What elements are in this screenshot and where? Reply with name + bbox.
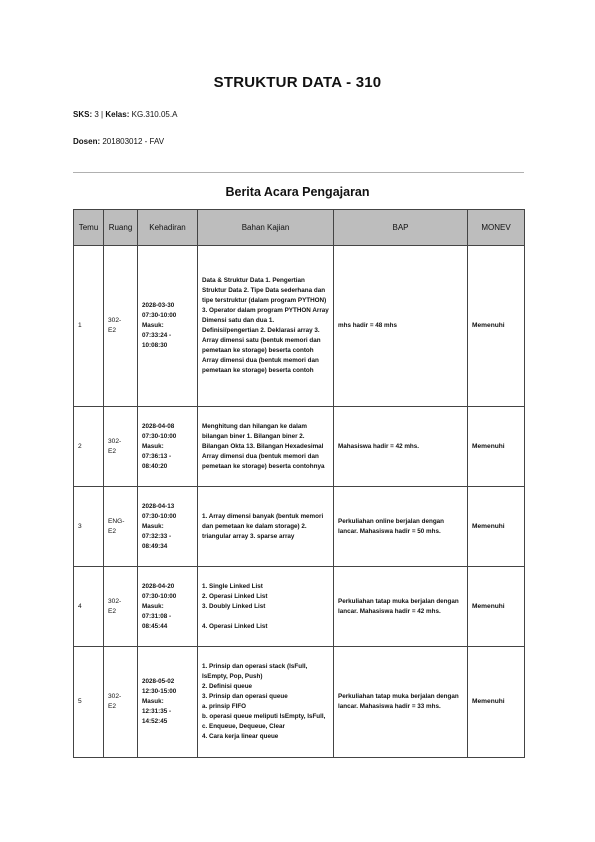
col-header-ruang: Ruang [104, 210, 138, 246]
cell-ruang: 302- E2 [104, 407, 138, 487]
cell-ruang: 302- E2 [104, 647, 138, 758]
cell-bahan-kajian: Data & Struktur Data 1. Pengertian Struktur Data 2. Tipe Data sederhana dan tipe terstruktur (dalam program PYTHON) 3. Operator dalam program PYTHON Array Dimensi satu dan dua 1. Definisi/pengertian 2. Deklarasi array 3. Array dimensi satu (bentuk memori dan pemetaan ke storage) beserta contoh Array dimensi dua (bentuk memori dan pemetaan ke storage) beserta contoh [198, 246, 334, 407]
cell-ruang: 302- E2 [104, 246, 138, 407]
col-header-monev: MONEV [468, 210, 525, 246]
cell-temu: 5 [74, 647, 104, 758]
separator: | [101, 110, 104, 119]
table-row [74, 246, 525, 407]
sks-label: SKS: [73, 110, 93, 119]
cell-temu: 3 [74, 487, 104, 567]
cell-kehadiran: 2028-04-08 07:30-10:00 Masuk: 07:36:13 - 08:40:20 [138, 407, 198, 487]
cell-bap: Perkuliahan online berjalan dengan lancar. Mahasiswa hadir = 50 mhs. [334, 487, 468, 567]
cell-monev: Memenuhi [468, 407, 525, 487]
kelas-value: KG.310.05.A [131, 110, 178, 119]
cell-ruang: 302- E2 [104, 567, 138, 647]
cell-bahan-kajian: 1. Array dimensi banyak (bentuk memori dan pemetaan ke dalam storage) 2. triangular array 3. sparse array [198, 487, 334, 567]
cell-bap: Perkuliahan tatap muka berjalan dengan lancar. Mahasiswa hadir = 42 mhs. [334, 567, 468, 647]
table-header-row [74, 210, 525, 246]
dosen-label: Dosen: [73, 137, 101, 146]
sks-value: 3 [94, 110, 99, 119]
cell-temu: 1 [74, 246, 104, 407]
cell-kehadiran: 2028-04-13 07:30-10:00 Masuk: 07:32:33 - 08:49:34 [138, 487, 198, 567]
section-title: Berita Acara Pengajaran [225, 185, 370, 199]
cell-bap: Mahasiswa hadir = 42 mhs. [334, 407, 468, 487]
cell-bahan-kajian: 1. Prinsip dan operasi stack (IsFull, IsEmpty, Pop, Push) 2. Definisi queue 3. Prinsip dan operasi queue a. prinsip FIFO b. operasi queue meliputi IsEmpty, IsFull, c. Enqueue, Dequeue, Clear 4. Cara kerja linear queue [198, 647, 334, 758]
table-row [74, 407, 525, 487]
cell-bahan-kajian: 1. Single Linked List 2. Operasi Linked List 3. Doubly Linked List 4. Operasi Linked List [198, 567, 334, 647]
dosen-value: 201803012 - FAV [102, 137, 165, 146]
course-info [73, 110, 177, 119]
cell-bap: mhs hadir = 48 mhs [334, 246, 468, 407]
cell-ruang: ENG- E2 [104, 487, 138, 567]
cell-temu: 2 [74, 407, 104, 487]
col-header-temu: Temu [74, 210, 104, 246]
teaching-report-table [73, 209, 525, 758]
col-header-bahan-kajian: Bahan Kajian [198, 210, 334, 246]
lecturer-info [73, 137, 164, 146]
col-header-bap: BAP [334, 210, 468, 246]
table-row [74, 647, 525, 758]
cell-kehadiran: 2028-05-02 12:30-15:00 Masuk: 12:31:35 - 14:52:45 [138, 647, 198, 758]
divider [73, 172, 524, 173]
table-row [74, 567, 525, 647]
cell-bahan-kajian: Menghitung dan hilangan ke dalam bilangan biner 1. Bilangan biner 2. Bilangan Okta 13. Bilangan Hexadesimal Array dimensi dua (bentuk memori dan pemetaan ke storage) beserta contohnya [198, 407, 334, 487]
page-title: STRUKTUR DATA - 310 [213, 74, 382, 91]
cell-monev: Memenuhi [468, 567, 525, 647]
cell-temu: 4 [74, 567, 104, 647]
table-row [74, 487, 525, 567]
col-header-kehadiran: Kehadiran [138, 210, 198, 246]
cell-kehadiran: 2028-03-30 07:30-10:00 Masuk: 07:33:24 - 10:08:30 [138, 246, 198, 407]
cell-bap: Perkuliahan tatap muka berjalan dengan lancar. Mahasiswa hadir = 33 mhs. [334, 647, 468, 758]
kelas-label: Kelas: [105, 110, 130, 119]
cell-monev: Memenuhi [468, 246, 525, 407]
cell-monev: Memenuhi [468, 487, 525, 567]
cell-kehadiran: 2028-04-20 07:30-10:00 Masuk: 07:31:08 - 08:45:44 [138, 567, 198, 647]
cell-monev: Memenuhi [468, 647, 525, 758]
